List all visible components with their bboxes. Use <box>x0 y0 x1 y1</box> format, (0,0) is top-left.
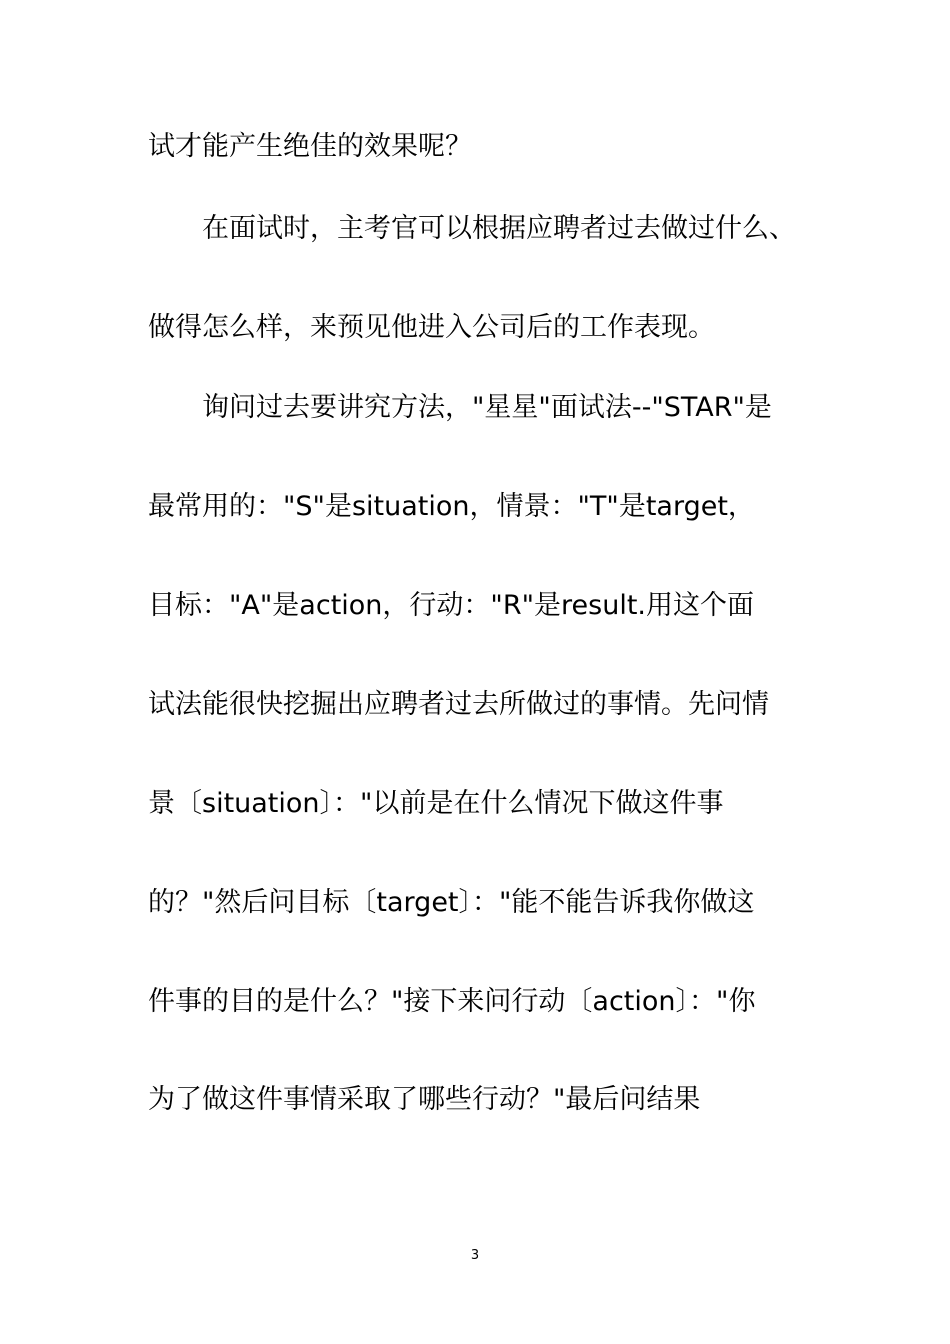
text-line-10: 件事的目的是什么？"接下来问行动〔action〕："你 <box>148 986 756 1017</box>
text-line-2: 在面试时，主考官可以根据应聘者过去做过什么、 <box>202 213 796 244</box>
text-line-6: 目标："A"是action，行动："R"是result.用这个面 <box>148 590 754 621</box>
text-line-8: 景〔situation〕："以前是在什么情况下做这件事 <box>148 788 724 819</box>
text-line-4: 询问过去要讲究方法，"星星"面试法--"STAR"是 <box>202 392 772 423</box>
text-line-3: 做得怎么样，来预见他进入公司后的工作表现。 <box>148 312 715 343</box>
text-line-1: 试才能产生绝佳的效果呢？ <box>148 131 472 162</box>
text-line-7: 试法能很快挖掘出应聘者过去所做过的事情。先问情 <box>148 689 769 720</box>
page-number: 3 <box>470 1248 480 1263</box>
text-line-9: 的？"然后问目标〔target〕："能不能告诉我你做这 <box>148 887 755 918</box>
text-line-11: 为了做这件事情采取了哪些行动？"最后问结果 <box>148 1084 701 1115</box>
text-line-5: 最常用的："S"是situation，情景："T"是target， <box>148 491 755 522</box>
